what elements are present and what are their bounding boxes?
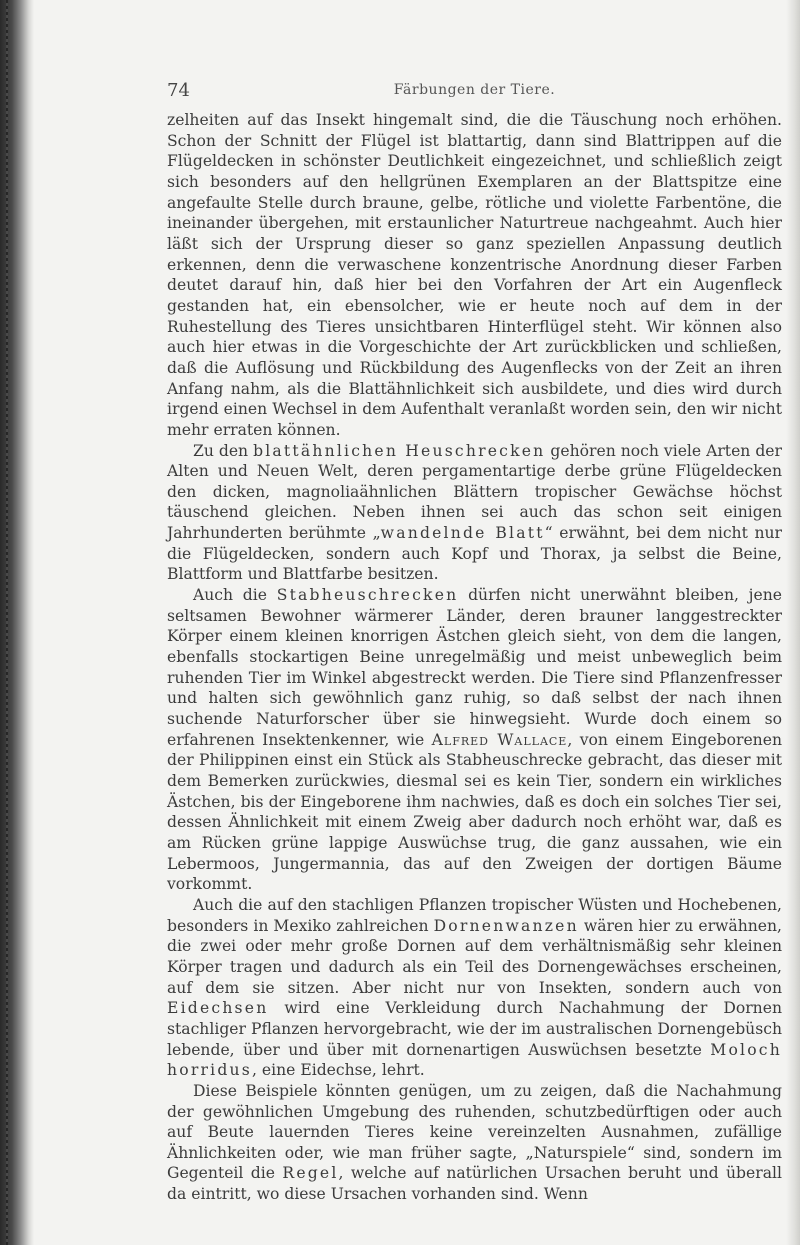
- running-head: Färbungen der Tiere.: [393, 82, 556, 98]
- paragraph-2-text-b: gehören noch viele Arten der Alten und Neuen Welt, deren pergamentartige derbe grüne Flügeldecken den dicken, magnoliaähnlichen Blättern tropischer Gewächse höchst täuschend gleichen. Neben ihnen sei auch das schon seit einigen Jahrhunderten berühmte „: [167, 441, 782, 543]
- paragraph-2-text-a: Zu den: [193, 441, 254, 460]
- paragraph-4: [167, 895, 782, 1081]
- body-text: [167, 110, 782, 1205]
- page-number: 74: [167, 80, 190, 101]
- paragraph-4-text-d: , eine Eidechse, lehrt.: [251, 1061, 425, 1080]
- term-wandelndes-blatt: wandelnde Blatt: [380, 524, 545, 543]
- term-eidechsen: Eidechsen: [167, 999, 269, 1018]
- paragraph-1-text: zelheiten auf das Insekt hingemalt sind, die die Täuschung noch erhöhen. Schon der Schnitt der Flügel ist blattartig, dann sind Blattrippen auf die Flügeldecken in schönster Deutlichkeit eingezeichnet, und schließlich zeigt sich besonders auf den hellgrünen Exemplaren an der Blattspitze eine angefaulte Stelle durch braune, gelbe, rötliche und violette Farbentöne, die ineinander übergehen, mit erstaunlicher Naturtreue nachgeahmt. Auch hier läßt sich der Ursprung dieser so ganz speziellen Anpassung deutlich erkennen, denn die verwaschene konzentrische Anordnung dieser Farben deutet darauf hin, daß hier bei den Vorfahren der Art ein Augenfleck gestanden hat, ein ebensolcher, wie er heute noch auf dem in der Ruhestellung des Tieres unsichtbaren Hinterflügel steht. Wir können also auch hier etwas in die Vorgeschichte der Art zurückblicken und schließen, daß die Auflösung und Rückbildung des Augenflecks von der Zeit an ihren Anfang nahm, als die Blattähnlichkeit sich ausbildete, und dies wird durch irgend einen Wechsel in dem Aufenthalt veranlaßt worden sein, den wir nicht mehr erraten können.: [167, 111, 782, 439]
- paragraph-3-text-b: dürfen nicht unerwähnt bleiben, jene seltsamen Bewohner wärmerer Länder, deren brauner langgestreckter Körper einem kleinen knorrigen Ästchen gleich sieht, von dem die langen, ebenfalls stockartigen Beine unregelmäßig und meist unbeweglich beim ruhenden Tier im Winkel abgestreckt werden. Die Tiere sind Pflanzenfresser und halten sich gewöhnlich ganz ruhig, so daß selbst der nach ihnen suchende Naturforscher über sie hinwegsieht. Wurde doch einem so erfahrenen Insektenkenner, wie: [167, 586, 782, 749]
- paragraph-3: [167, 585, 782, 895]
- author-name-wallace: Alfred Wallace: [431, 730, 568, 749]
- term-blattaehnliche-heuschrecken: blattähnlichen Heuschrecken: [253, 441, 546, 460]
- paragraph-5: [167, 1081, 782, 1205]
- paragraph-4-text-a: Auch die auf den stachligen Pflanzen tropischer Wüsten und Hochebenen, besonders in Mexiko zahlreichen: [167, 895, 782, 935]
- paragraph-1: [167, 110, 782, 441]
- paragraph-2: [167, 441, 782, 586]
- paragraph-3-text-a: Auch die: [193, 586, 277, 605]
- page-header: [167, 80, 782, 104]
- term-stabheuschrecken: Stabheuschrecken: [276, 586, 459, 605]
- paragraph-3-text-c: , von einem Eingeborenen der Philippinen einst ein Stück als Stabheuschrecke gebracht, das dieser mit dem Bemerken zurückwies, diesmal sei es kein Tier, sondern ein wirkliches Ästchen, bis der Eingeborene ihm nachwies, daß es doch ein solches Tier sei, dessen Ähnlichkeit mit einem Zweig aber dadurch noch erhöht war, daß es am Rücken grüne lappige Auswüchse trug, die ganz aussahen, wie ein Lebermoos, Jungermannia, das auf den Zweigen der dortigen Bäume vorkommt.: [167, 730, 782, 894]
- paragraph-2-text-c: “ erwähnt, bei dem nicht nur die Flügeldecken, sondern auch Kopf und Thorax, ja selbst die Beine, Blattform und Blattfarbe besitzen.: [167, 524, 782, 584]
- page-edge-left: [0, 0, 34, 1245]
- term-dornenwanzen: Dornenwanzen: [433, 916, 579, 935]
- paragraph-5-text-b: , welche auf natürlichen Ursachen beruht und überall da eintritt, wo diese Ursachen vorhanden sind. Wenn: [167, 1164, 782, 1204]
- paragraph-4-text-c: wird eine Verkleidung durch Nachahmung der Dornen stachliger Pflanzen hervorgebracht, wie der im australischen Dornengebüsch lebende, über und über mit dornenartigen Auswüchsen besetzte: [167, 999, 782, 1059]
- paragraph-5-text-a: Diese Beispiele könnten genügen, um zu zeigen, daß die Nachahmung der gewöhnlichen Umgebung des ruhenden, schutzbedürftigen oder auch auf Beute lauernden Tieres keine vereinzelten Ausnahmen, zufällige Ähnlichkeiten oder, wie man früher sagte, „Naturspiele“ sind, sondern im Gegenteil die: [167, 1081, 782, 1183]
- page-edge-right: [786, 0, 800, 1245]
- term-regel: Regel: [282, 1164, 339, 1183]
- paragraph-4-text-b: wären hier zu erwähnen, die zwei oder mehr große Dornen auf dem verhältnismäßig sehr kleinen Körper tragen und dadurch als ein Teil des Dornengewächses erscheinen, auf dem sie sitzen. Aber nicht nur von Insekten, sondern auch von: [167, 916, 783, 997]
- term-moloch-horridus: Moloch horridus: [167, 1040, 782, 1080]
